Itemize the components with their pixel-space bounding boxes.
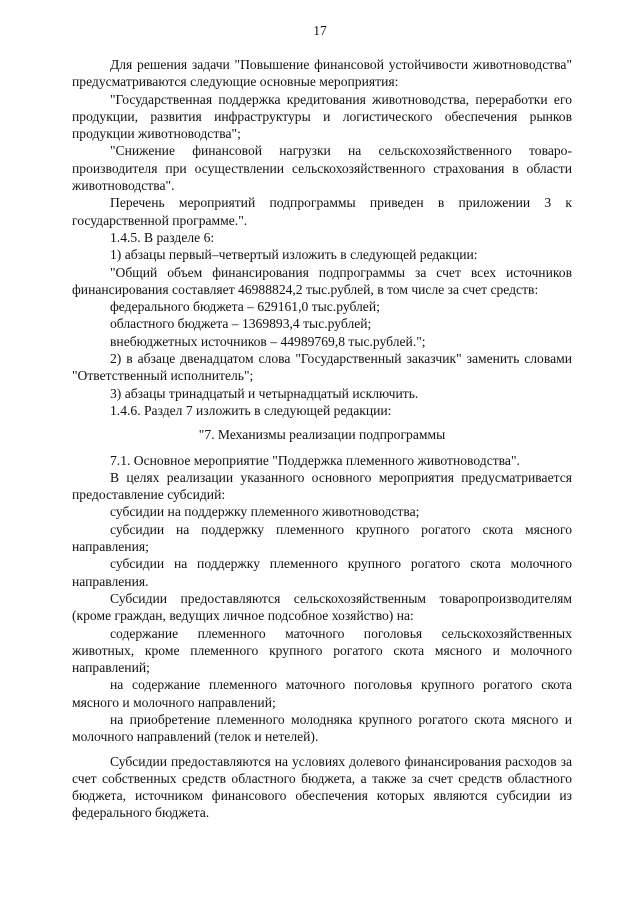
paragraph: "Общий объем финансирования подпрограммы за счет всех источников финансирования составляет 46988824,2 тыс.рублей, в том числе за счет средств: xyxy=(72,264,572,297)
paragraph: областного бюджета – 1369893,4 тыс.рублей; xyxy=(110,316,372,332)
paragraph: Для решения задачи "Повышение финансовой устойчивости животноводства" предусматриваются следующие основные мероприятия: xyxy=(72,57,572,90)
paragraph: субсидии на поддержку племенного животноводства; xyxy=(110,504,420,520)
page-number: 17 xyxy=(313,23,327,38)
paragraph: "Снижение финансовой нагрузки на сельскохозяйственного товаропроизводителя при осуществлении сельскохозяйственного страхования в области животноводства". xyxy=(72,143,572,194)
paragraph: внебюджетных источников – 44989769,8 тыс.рублей."; xyxy=(110,333,426,349)
paragraph: Перечень мероприятий подпрограммы приведен в приложении 3 к государственной программе.". xyxy=(72,195,572,228)
section-heading: "7. Механизмы реализации подпрограммы xyxy=(198,427,446,443)
paragraph: В целях реализации указанного основного мероприятия предусматривается предоставление субсидий: xyxy=(72,469,572,503)
paragraph: содержание племенного маточного поголовья сельскохозяйственных животных, кроме племенного крупного рогатого скота мясного и молочного направлений; xyxy=(72,625,572,676)
paragraph: субсидии на поддержку племенного крупного рогатого скота молочного направления. xyxy=(72,556,572,589)
paragraph: Субсидии предоставляются на условиях долевого финансирования расходов за счет собственных средств областного бюджета, а также за счет средств областного бюджета, источником финансового обеспечения которых являются субсидии из федерального бюджета. xyxy=(72,753,572,821)
paragraph: "Государственная поддержка кредитования животноводства, переработки его продукции, развития инфраструктуры и логистического обеспечения рынков продукции животноводства"; xyxy=(72,91,572,142)
paragraph: 1.4.5. В разделе 6: xyxy=(110,229,215,245)
paragraph: 1) абзацы первый–четвертый изложить в следующей редакции: xyxy=(110,247,478,263)
paragraph: 1.4.6. Раздел 7 изложить в следующей редакции: xyxy=(110,402,392,418)
document-body xyxy=(72,56,572,822)
paragraph: 3) абзацы тринадцатый и четырнадцатый исключить. xyxy=(110,385,419,401)
paragraph: на приобретение племенного молодняка крупного рогатого скота мясного и молочного направлений (телок и нетелей). xyxy=(72,711,572,745)
paragraph: субсидии на поддержку племенного крупного рогатого скота мясного направления; xyxy=(72,521,572,555)
paragraph: 7.1. Основное мероприятие "Поддержка племенного животноводства". xyxy=(110,452,520,468)
paragraph: Субсидии предоставляются сельскохозяйственным товаропроизводителям (кроме граждан, ведущих личное подсобное хозяйство) на: xyxy=(72,590,572,624)
paragraph: 2) в абзаце двенадцатом слова "Государственный заказчик" заменить словами "Ответственный исполнитель"; xyxy=(72,351,572,384)
paragraph: федерального бюджета – 629161,0 тыс.рублей; xyxy=(110,299,380,315)
paragraph: на содержание племенного маточного поголовья крупного рогатого скота мясного и молочного направлений; xyxy=(72,677,572,710)
